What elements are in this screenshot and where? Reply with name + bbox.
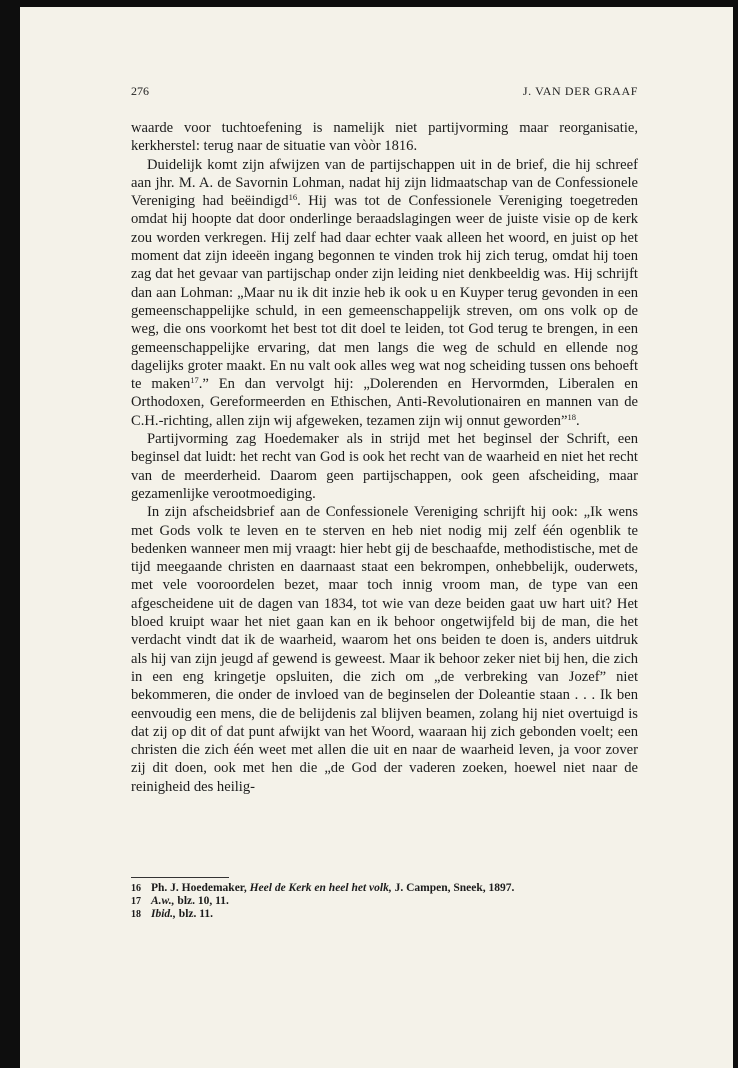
footnote-pre: Ph. J. Hoedemaker, — [151, 882, 250, 894]
scan-border-right — [733, 0, 738, 1068]
paragraph-2-text-d: . — [575, 412, 580, 429]
paragraph-3: Partijvorming zag Hoedemaker als in strijd met het beginsel der Schrift, een beginsel dat luidt: het recht van God is ook het recht van de waarheid en niet het recht van de meerderheid. Daarom geen partijschappen, ook geen afscheiding, maar gezamenlijke verootmoediging. — [131, 431, 638, 502]
page-number: 276 — [131, 84, 149, 98]
footnote-italic: A.w., — [151, 895, 175, 908]
footnote-post: blz. 11. — [175, 908, 213, 921]
footnote-number: 16 — [131, 883, 141, 894]
paragraph-2-text-a: Duidelijk komt zijn afwijzen van de partijschappen uit in de brief, die hij schreef aan jhr. M. A. de Savornin Lohman, nadat hij zijn lidmaatschap van de Confessionele Vereniging had beëindigd — [131, 156, 638, 210]
paragraph-4: In zijn afscheidsbrief aan de Confessionele Vereniging schrijft hij ook: „Ik wens met Gods volk te leven en te sterven en heb niet nodig mij zelf één ogenblik te bedenken wanneer men mij vraagt: hier hebt gij de beschaafde, methodistische, met de tijd meegaande christen en daarnaast staat een bekrompen, onhebbelijk, ouderwets, met vele vooroordelen bezet, maar toch innig vroom man, de type van een afgescheidene uit de dagen van 1834, tot wie van deze beiden gaat uw hart uit? Het bloed kruipt waar het niet gaan kan en ik behoor ongetwijfeld bij de man, die het verdacht vindt dat ik de waarheid, waarom het ons beiden te doen is, anders uitdruk als hij van zijn jeugd af gewend is geweest. Maar ik behoor zeker niet bij hen, die zich in een eng kringetje opsluiten, die zich om „de verbreking van Jozef” niet bekommeren, die onder de invloed van de beginselen der Doleantie staan . . . Ik ben eenvoudig een mens, die de belijdenis zal blijven beamen, zolang hij niet overtuigd is dat zij op dit of dat punt afwijkt van het Woord, waaraan hij zich gebonden voelt; een christen die zich één weet met allen die uit en naar de waarheid leven, ja voor zover zij dit doen, ook met hen die „de God der vaderen zoeken, hoewel niet naar de reinigheid des heilig- — [131, 504, 638, 795]
footnote-ref-16: 16 — [288, 192, 298, 203]
footnote-ref-18: 18 — [567, 411, 576, 422]
footnote-post: blz. 10, 11. — [174, 895, 229, 908]
footnote-text — [151, 895, 229, 908]
footnote-text — [151, 882, 514, 895]
footnote-italic: Ibid., — [151, 908, 176, 921]
scan-border-top — [0, 0, 738, 7]
running-head — [131, 84, 638, 100]
footnotes — [131, 882, 638, 922]
footnote-rule — [131, 877, 229, 878]
scan-border-left — [0, 0, 20, 1068]
running-title: J. VAN DER GRAAF — [522, 84, 638, 98]
footnote-18 — [131, 908, 638, 921]
footnote-number: 18 — [131, 909, 141, 921]
paragraph-2 — [131, 156, 638, 430]
paragraph-2-text-b: . Hij was tot de Confessionele Vereniging toegetreden omdat hij hoopte dat door onderlinge beraadslagingen weer de juiste visie op de kerk zou worden verkregen. Hij zelf had daar echter vaak alleen het woord, en juist op het moment dat zijn ideeën ingang begonnen te vinden trok hij zich terug, omdat hij toen zag dat het gevaar van partijschap onder zijn leiding niet denkbeeldig was. Hij schrijft dan aan Lohman: „Maar nu ik dit inzie heb ik ook u en Kuyper terug gevonden in een gemeenschappelijke schuld, in een gemeenschappelijk streven, om ons volk op de weg, die ons voorkomt het best tot dit doel te leiden, tot God terug te brengen, in een gemeenschappelijke ervaring, dat men langs die weg de schuld en ellende nog dagelijks groter maakt. En nu valt ook alles weg wat nog scheiding tussen ons behoeft te maken — [131, 193, 638, 393]
footnote-17 — [131, 895, 638, 908]
footnote-italic: Heel de Kerk en heel het volk, — [249, 882, 392, 894]
paragraph-2-text-c: .” En dan vervolgt hij: „Dolerenden en Hervormden, Liberalen en Orthodoxen, Gereformeerden en Ethischen, Anti-Revolutionairen en mannen van de C.H.-richting, allen zijn wij afgeweken, tezamen zijn wij onnut geworden” — [131, 376, 638, 429]
footnote-ref-17: 17 — [190, 375, 199, 386]
paragraph-1: waarde voor tuchtoefening is namelijk niet partijvorming maar reorganisatie, kerkherstel: terug naar de situatie van vòòr 1816. — [131, 120, 638, 155]
body-text — [131, 119, 638, 796]
footnote-post: J. Campen, Sneek, 1897. — [391, 882, 515, 894]
footnote-text — [151, 908, 213, 921]
footnote-number: 17 — [131, 896, 141, 908]
footnote-16 — [131, 882, 638, 895]
